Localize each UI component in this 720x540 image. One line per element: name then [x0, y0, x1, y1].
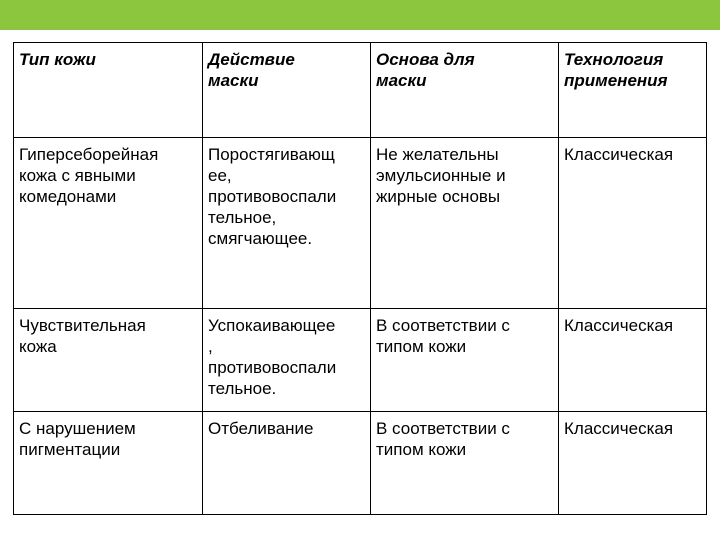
header-mask-base: Основа для маски	[371, 43, 559, 138]
table-header-row	[14, 43, 707, 138]
cell-mask-base: Не желательны эмульсионные и жирные основы	[371, 138, 559, 309]
cell-mask-action: Поростягивающ ее, противовоспали тельное, смягчающее.	[203, 138, 371, 309]
cell-application-technology: Классическая	[559, 138, 707, 309]
mask-table	[13, 42, 707, 515]
cell-mask-base: В соответствии с типом кожи	[371, 412, 559, 515]
header-mask-action: Действие маски	[203, 43, 371, 138]
cell-application-technology: Классическая	[559, 309, 707, 412]
cell-mask-action: Отбеливание	[203, 412, 371, 515]
cell-application-technology: Классическая	[559, 412, 707, 515]
cell-skin-type: Гиперсеборейная кожа с явными комедонами	[14, 138, 203, 309]
cell-mask-action: Успокаивающее , противовоспали тельное.	[203, 309, 371, 412]
top-accent-bar	[0, 0, 720, 30]
cell-skin-type: Чувствительная кожа	[14, 309, 203, 412]
header-application-technology: Технология применения	[559, 43, 707, 138]
cell-skin-type: С нарушением пигментации	[14, 412, 203, 515]
table-row	[14, 309, 707, 412]
header-skin-type: Тип кожи	[14, 43, 203, 138]
table-row	[14, 412, 707, 515]
table-row	[14, 138, 707, 309]
cell-mask-base: В соответствии с типом кожи	[371, 309, 559, 412]
